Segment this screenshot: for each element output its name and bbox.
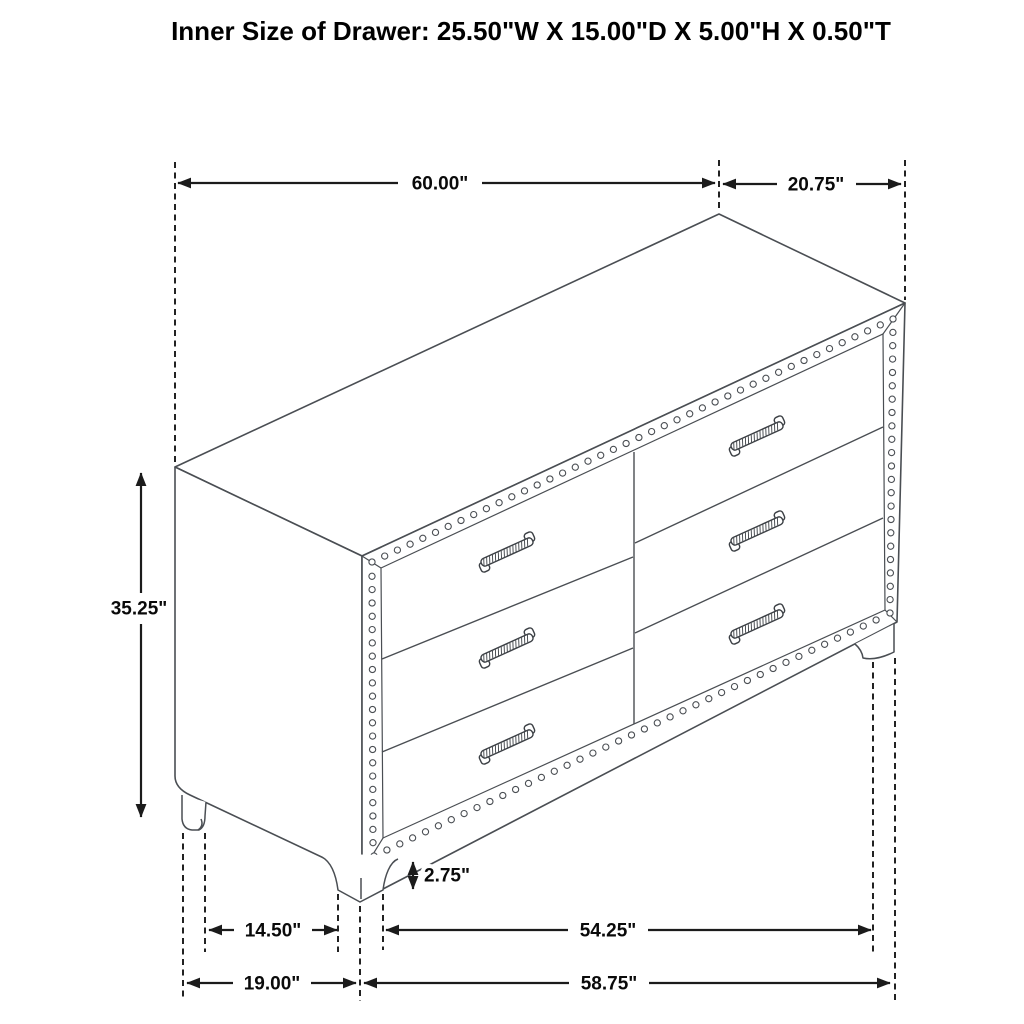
- dim-label-foot-height: 2.75": [424, 865, 470, 887]
- page-title: Inner Size of Drawer: 25.50"W X 15.00"D X 5.00"H X 0.50"T: [171, 16, 891, 46]
- dim-label-top-depth: 20.75": [787, 174, 845, 196]
- dim-label-floor-depth: 19.00": [243, 973, 301, 995]
- dim-label-overall-height: 35.25": [110, 598, 168, 620]
- dim-label-floor-width: 58.75": [580, 973, 638, 995]
- dim-label-front-span: 54.25": [579, 920, 637, 942]
- dresser-drawing: [175, 214, 905, 902]
- dim-label-top-width: 60.00": [411, 173, 469, 195]
- dim-label-feet-gap: 14.50": [244, 920, 302, 942]
